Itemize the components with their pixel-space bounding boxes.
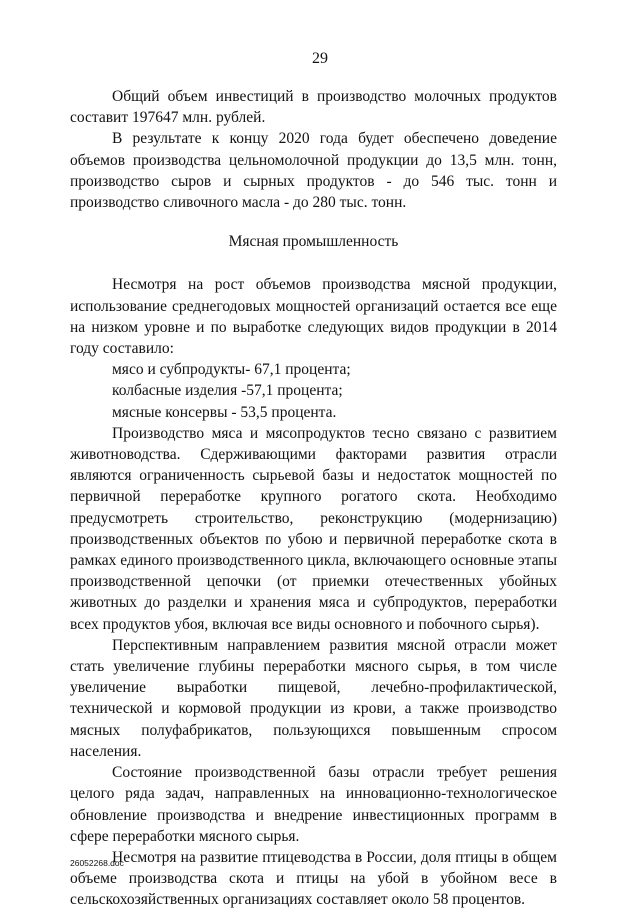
page-number: 29 xyxy=(312,50,328,67)
paragraph-meat-intro: Несмотря на рост объемов производства мясной продукции, использование среднегодовых мощностей организаций остается все еще на низком уровне и по выработке следующих видов продукции в 2014 году составило: xyxy=(70,276,557,358)
list-item-canned: мясные консервы - 53,5 процента. xyxy=(112,403,337,421)
list-item-sausage: колбасные изделия -57,1 процента; xyxy=(112,382,343,400)
paragraph-livestock: Производство мяса и мясопродуктов тесно связано с развитием животноводства. Сдерживающими факторами развития отрасли являются ограниченность сырьевой базы и недостаток мощностей по первичной переработке крупного рогатого скота. Необходимо предусмотреть строительство, реконструкцию (модернизацию) производственных объектов по убою и первичной переработке скота в рамках единого производственного цикла, включающего основные этапы производственной цепочки (от приемки отечественных убойных животных до разделки и хранения мяса и субпродуктов, переработки всех продуктов убоя, включая все виды основного и побочного сырья). xyxy=(70,424,557,633)
paragraph-dairy-investment: Общий объем инвестиций в производство молочных продуктов составит 197647 млн. рублей. xyxy=(70,88,557,127)
paragraph-poultry: Несмотря на развитие птицеводства в России, доля птицы в общем объеме производства скота и птицы на убой в убойном весе в сельскохозяйственных организациях составляет около 58 процентов. xyxy=(70,848,557,909)
paragraph-production-base: Состояние производственной базы отрасли требует решения целого ряда задач, направленных на инновационно-технологическое обновление производства и внедрение инвестиционных программ в сфере переработки мясного сырья. xyxy=(70,764,557,845)
footer-filename: 26052268.doc xyxy=(70,858,124,868)
section-heading: Мясная промышленность xyxy=(228,233,399,251)
paragraph-processing-depth: Перспективным направлением развития мясной отрасли может стать увеличение глубины переработки мясного сырья, в том числе увеличение выработки пищевой, лечебно-профилактической, технической и кормовой продукции из крови, а также производство мясных полуфабрикатов, пользующихся повышенным спросом населения. xyxy=(70,636,557,760)
document-body xyxy=(70,86,557,911)
paragraph-dairy-targets: В результате к концу 2020 года будет обеспечено доведение объемов производства цельномолочной продукции до 13,5 млн. тонн, производство сыров и сырных продуктов - до 546 тыс. тонн и производство сливочного масла - до 280 тыс. тонн. xyxy=(70,130,557,212)
list-item-meat: мясо и субпродукты- 67,1 процента; xyxy=(112,361,351,379)
